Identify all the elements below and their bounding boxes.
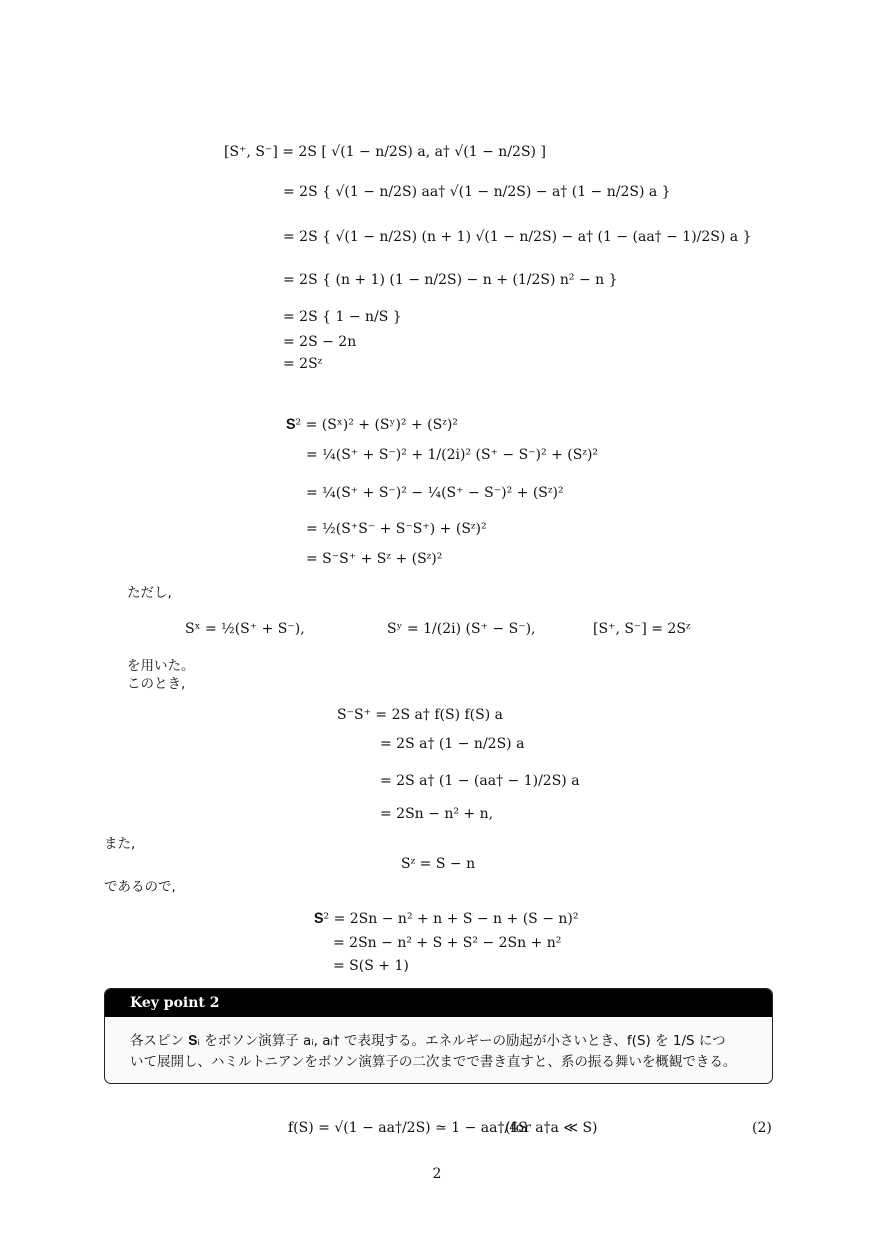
- keypoint-line-2: いて展開し、ハミルトニアンをボソン演算子の二次までで書き直すと、系の振る舞いを概観できる。: [130, 1054, 737, 1070]
- eq-smsp-line-1: S⁻S⁺ = 2S a† f(S) f(S) a: [337, 707, 503, 723]
- text-tadashi: ただし,: [127, 585, 172, 601]
- eq2-number: (2): [752, 1120, 772, 1136]
- eq-sz: Sᶻ = S − n: [401, 856, 476, 872]
- eq2-formula: f(S) = √(1 − aa†/2S) ≃ 1 − aa†/4S: [288, 1120, 528, 1136]
- eq-result-line-3: = S(S + 1): [333, 958, 409, 974]
- page-number: 2: [432, 1166, 442, 1182]
- eq-smsp-line-2: = 2S a† (1 − n/2S) a: [380, 736, 525, 752]
- keypoint-line-1: 各スピン 𝐒ᵢ をボソン演算子 aᵢ, aᵢ† で表現する。エネルギーの励起が小さいとき、f(S) を 1/S につ: [130, 1033, 726, 1049]
- eq-commutator-line-5: = 2S { 1 − n/S }: [283, 309, 402, 325]
- eq-def-sy: Sʸ = 1/(2i) (S⁺ − S⁻),: [387, 621, 536, 637]
- eq-commutator-line-3: = 2S { √(1 − n/2S) (n + 1) √(1 − n/2S) − a† (1 − (aa† − 1)/2S) a }: [283, 229, 752, 245]
- eq-s2-line-2: = ¼(S⁺ + S⁻)² + 1/(2i)² (S⁺ − S⁻)² + (Sᶻ)²: [306, 447, 599, 463]
- eq-result-line-1: 𝐒² = 2Sn − n² + n + S − n + (S − n)²: [314, 911, 579, 927]
- eq-commutator-line-2: = 2S { √(1 − n/2S) aa† √(1 − n/2S) − a† (1 − n/2S) a }: [283, 184, 671, 200]
- keypoint-body: [130, 1031, 736, 1073]
- eq-def-sx: Sˣ = ½(S⁺ + S⁻),: [185, 621, 305, 637]
- text-mata: また,: [104, 836, 136, 852]
- eq-commutator-line-6: = 2S − 2n: [283, 334, 357, 350]
- eq-smsp-line-4: = 2Sn − n² + n,: [380, 806, 494, 822]
- eq-commutator-line-1: [S⁺, S⁻] = 2S [ √(1 − n/2S) a, a† √(1 − n/2S) ]: [224, 144, 546, 160]
- text-konotoki: このとき,: [127, 676, 186, 692]
- text-dearunode: であるので,: [104, 879, 176, 895]
- eq-commutator-line-7: = 2Sᶻ: [283, 356, 323, 372]
- eq-commutator-line-4: = 2S { (n + 1) (1 − n/2S) − n + (1/2S) n² − n }: [283, 272, 618, 288]
- text-mochiita: を用いた。: [127, 658, 195, 674]
- eq-smsp-line-3: = 2S a† (1 − (aa† − 1)/2S) a: [380, 773, 580, 789]
- eq2-condition: (for a†a ≪ S): [505, 1120, 598, 1136]
- eq-s2-line-5: = S⁻S⁺ + Sᶻ + (Sᶻ)²: [306, 551, 443, 567]
- eq-result-line-2: = 2Sn − n² + S + S² − 2Sn + n²: [333, 935, 562, 951]
- eq-s2-line-3: = ¼(S⁺ + S⁻)² − ¼(S⁺ − S⁻)² + (Sᶻ)²: [306, 485, 564, 501]
- eq-def-commutator: [S⁺, S⁻] = 2Sᶻ: [593, 621, 691, 637]
- eq-s2-line-4: = ½(S⁺S⁻ + S⁻S⁺) + (Sᶻ)²: [306, 521, 487, 537]
- keypoint-box: [104, 988, 773, 1084]
- eq-s2-line-1: 𝐒² = (Sˣ)² + (Sʸ)² + (Sᶻ)²: [286, 417, 458, 433]
- keypoint-title: Key point 2: [105, 989, 772, 1017]
